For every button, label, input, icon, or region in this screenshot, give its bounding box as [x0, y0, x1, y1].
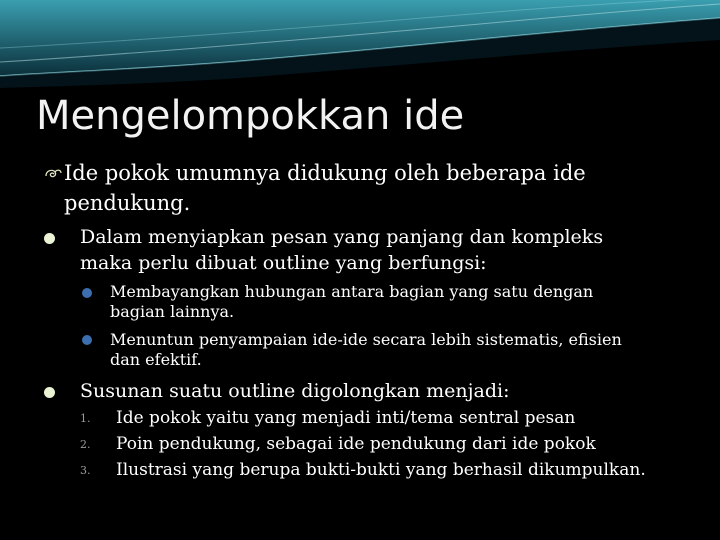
sub-bullet-2-line-1: Menuntun penyampaian ide-ide secara lebih sistematis, efisien — [110, 330, 622, 349]
bullet-1-line-2: maka perlu dibuat outline yang berfungsi: — [80, 252, 487, 274]
sub-bullet-1-line-2: bagian lainnya. — [110, 302, 235, 321]
intro-line-1: Ide pokok umumnya didukung oleh beberapa ide — [64, 161, 586, 185]
numbered-item-3: Ilustrasi yang berupa bukti-bukti yang berhasil dikumpulkan. — [116, 460, 646, 480]
round-bullet-icon — [44, 387, 55, 398]
bullet-1 — [80, 224, 603, 276]
round-bullet-icon — [44, 233, 55, 244]
numbered-item-2: Poin pendukung, sebagai ide pendukung dari ide pokok — [116, 434, 596, 454]
bullet-1-line-1: Dalam menyiapkan pesan yang panjang dan kompleks — [80, 226, 604, 248]
swirl-bullet-icon — [44, 158, 64, 188]
round-bullet-icon — [82, 288, 92, 298]
numbered-item-1: Ide pokok yaitu yang menjadi inti/tema sentral pesan — [116, 408, 576, 428]
list-number-1: 1. — [80, 412, 91, 425]
sub-bullet-1 — [110, 282, 593, 322]
slide-title: Mengelompokkan ide — [36, 93, 465, 139]
intro-paragraph — [44, 158, 586, 218]
sub-bullet-1-line-1: Membayangkan hubungan antara bagian yang satu dengan — [110, 282, 594, 301]
list-number-2: 2. — [80, 438, 91, 451]
sub-bullet-2-line-2: dan efektif. — [110, 350, 202, 369]
intro-line-2: pendukung. — [64, 191, 191, 215]
list-number-3: 3. — [80, 464, 91, 477]
round-bullet-icon — [82, 335, 92, 345]
bullet-2: Susunan suatu outline digolongkan menjadi: — [80, 380, 510, 402]
sub-bullet-2 — [110, 330, 622, 370]
